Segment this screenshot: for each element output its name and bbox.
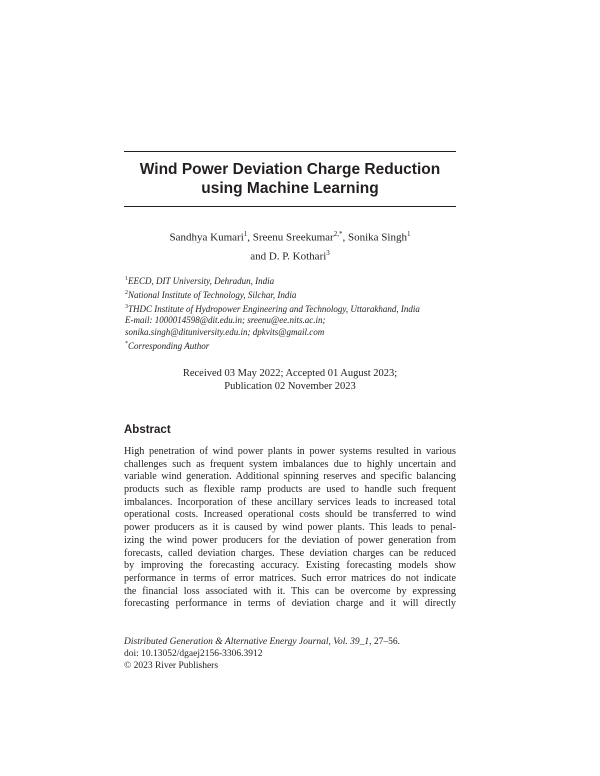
author-affil-marker: 3 xyxy=(326,248,330,257)
author-affil-marker: 1 xyxy=(243,230,248,238)
abstract-line: products such as flexible ramp products are used to handle such frequent xyxy=(124,484,456,496)
dates-line-2: Publication 02 November 2023 xyxy=(224,380,356,392)
abstract-line: forecasts, called deviation charges. These deviation charges can be reduced xyxy=(124,547,456,559)
journal-name: Distributed Generation & Alternative Energy Journal, Vol. 39_1, xyxy=(124,637,372,647)
page-footer xyxy=(124,636,464,673)
abstract-line: forecasting performance in terms of deviation charge and it will directly xyxy=(124,598,456,610)
abstract-body xyxy=(124,446,456,611)
abstract-line: challenges such as frequent system imbalances due to highly uncertain and xyxy=(124,458,456,470)
corresponding-marker: * xyxy=(125,340,128,347)
affiliation-2 xyxy=(125,288,465,302)
author-name: Sreenu Sreekumar xyxy=(252,231,334,244)
corresponding-author-note xyxy=(125,339,465,353)
abstract-line: by improving the forecasting accuracy. Existing forecasting models show xyxy=(124,560,456,572)
corresponding-text: Corresponding Author xyxy=(128,340,210,351)
title-line-2: using Machine Learning xyxy=(201,180,379,197)
abstract-line: operational costs. Increased operational costs should be transferred to wind xyxy=(124,509,456,521)
abstract-line: High penetration of wind power plants in power systems resulted in various xyxy=(124,446,456,457)
doi: doi: 10.13052/dgaej2156-3306.3912 xyxy=(124,649,263,660)
journal-pages: 27–56. xyxy=(371,637,400,647)
abstract-heading: Abstract xyxy=(124,424,171,436)
abstract-line: variable wind generation. Additional spinning reserves and specific balancing xyxy=(124,471,456,483)
author-line-1 xyxy=(124,227,456,246)
author-conjunction: and xyxy=(250,250,269,263)
affiliation-marker: 2 xyxy=(125,289,128,296)
author-separator: , xyxy=(342,231,348,244)
author-list xyxy=(124,227,456,264)
affiliation-text: National Institute of Technology, Silchar, India xyxy=(128,289,297,300)
affiliation-1 xyxy=(125,274,465,288)
abstract-line: performance in terms of error matrices. Such error matrices do not indicate xyxy=(124,572,456,584)
title-top-rule xyxy=(124,151,456,152)
publication-dates xyxy=(124,368,456,393)
dates-line-1: Received 03 May 2022; Accepted 01 August 2023; xyxy=(182,368,398,379)
affiliation-text: THDC Institute of Hydropower Engineering and Technology, Uttarakhand, India xyxy=(128,303,420,314)
author-name: D. P. Kothari xyxy=(268,250,327,263)
email-line-1: E-mail: 1000014598@dit.edu.in; sreenu@ee.nits.ac.in; xyxy=(125,315,326,326)
author-name: Sandhya Kumari xyxy=(169,231,244,244)
affiliation-marker: 3 xyxy=(125,303,128,310)
author-affil-marker: 2,* xyxy=(333,230,343,238)
affiliations-block xyxy=(125,274,465,353)
copyright: © 2023 River Publishers xyxy=(124,661,219,672)
abstract-line: imbalances. Incorporation of these ancillary services leads to increased total xyxy=(124,496,456,508)
abstract-line: power producers as it is caused by wind power plants. This leads to penal- xyxy=(124,522,456,534)
author-separator: , xyxy=(247,231,253,244)
affiliation-text: EECD, DIT University, Dehradun, India xyxy=(128,276,275,286)
title-line-1: Wind Power Deviation Charge Reduction xyxy=(139,161,441,178)
author-affil-marker: 1 xyxy=(406,230,411,238)
paper-title xyxy=(124,160,456,198)
title-bottom-rule xyxy=(124,206,456,207)
abstract-line: the financial loss associated with it. This can be overcome by expressing xyxy=(124,585,456,597)
email-line-2: sonika.singh@dituniversity.edu.in; dpkvits@gmail.com xyxy=(125,327,325,338)
affiliation-marker: 1 xyxy=(125,276,128,282)
author-line-2 xyxy=(124,246,456,265)
author-name: Sonika Singh xyxy=(347,231,407,244)
journal-citation xyxy=(124,636,464,648)
abstract-line: izing the wind power producers for the deviation of power generation from xyxy=(124,534,456,546)
affiliation-3 xyxy=(125,302,465,316)
